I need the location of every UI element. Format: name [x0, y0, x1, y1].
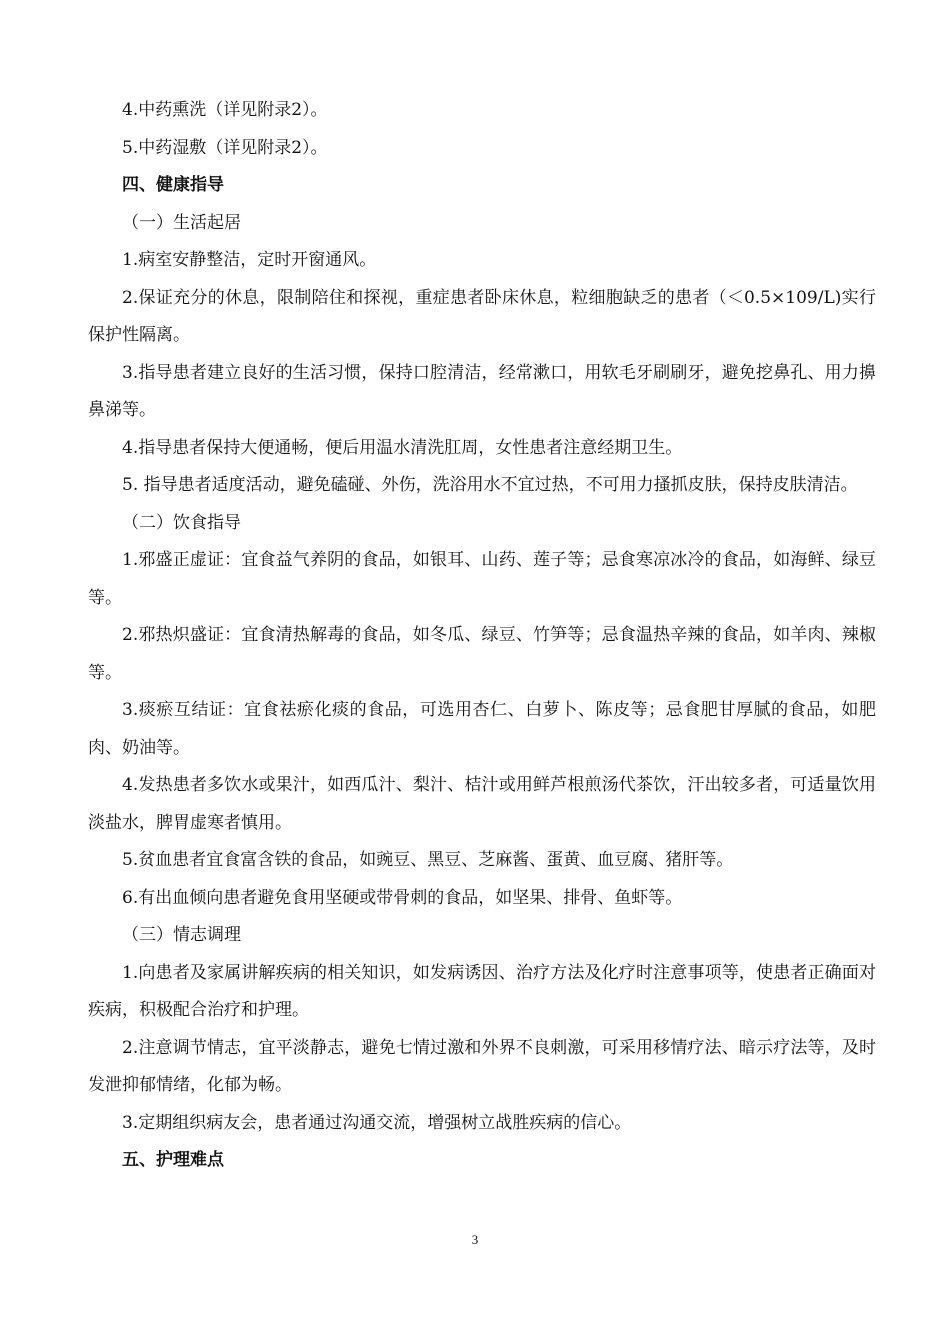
- paragraph-emotion-regulation: 2.注意调节情志，宜平淡静志，避免七情过激和外界不良刺激，可采用移情疗法、暗示疗法等，及时发泄抑郁情绪，化郁为畅。: [88, 1037, 876, 1095]
- paragraph-bowel-hygiene: 4.指导患者保持大便通畅，便后用温水清洗肛周，女性患者注意经期卫生。: [122, 437, 683, 458]
- paragraph-diet-phlegm-stasis: 3.痰瘀互结证：宜食祛瘀化痰的食品，可选用杏仁、白萝卜、陈皮等；忌食肥甘厚腻的食品，如肥肉、奶油等。: [88, 700, 876, 758]
- paragraph-rest-isolation: 2.保证充分的休息，限制陪住和探视，重症患者卧床休息，粒细胞缺乏的患者（＜0.5×109/L)实行保护性隔离。: [88, 287, 876, 345]
- paragraph-fumigation: 4.中药熏洗（详见附录2）。: [122, 100, 328, 120]
- paragraph-diet-fever: 4.发热患者多饮水或果汁，如西瓜汁、梨汁、桔汁或用鲜芦根煎汤代茶饮，汗出较多者，可适量饮用淡盐水，脾胃虚寒者慎用。: [88, 775, 876, 833]
- paragraph-ward-environment: 1.病室安静整洁，定时开窗通风。: [122, 250, 377, 270]
- section-heading-nursing-difficulties: 五、护理难点: [122, 1150, 224, 1170]
- page-number: 3: [471, 1232, 479, 1247]
- paragraph-diet-anemia: 5.贫血患者宜食富含铁的食品，如豌豆、黑豆、芝麻酱、蛋黄、血豆腐、猪肝等。: [122, 850, 734, 870]
- paragraph-diet-deficiency: 1.邪盛正虚证：宜食益气养阴的食品，如银耳、山药、莲子等；忌食寒凉冰冷的食品，如海鲜、绿豆等。: [88, 550, 876, 608]
- paragraph-diet-bleeding: 6.有出血倾向患者避免食用坚硬或带骨刺的食品，如坚果、排骨、鱼虾等。: [122, 887, 683, 908]
- paragraph-emotion-education: 1.向患者及家属讲解疾病的相关知识，如发病诱因、治疗方法及化疗时注意事项等，使患者正确面对疾病，积极配合治疗和护理。: [88, 962, 876, 1020]
- paragraph-diet-heat: 2.邪热炽盛证：宜食清热解毒的食品，如冬瓜、绿豆、竹笋等；忌食温热辛辣的食品，如羊肉、辣椒等。: [88, 625, 876, 683]
- paragraph-oral-hygiene: 3.指导患者建立良好的生活习惯，保持口腔清洁，经常漱口，用软毛牙刷刷牙，避免挖鼻孔、用力擤鼻涕等。: [88, 362, 876, 420]
- subsection-heading-diet: （二）饮食指导: [122, 512, 241, 533]
- document-body: [88, 92, 876, 1180]
- paragraph-activity-skin: 5. 指导患者适度活动，避免磕碰、外伤，洗浴用水不宜过热，不可用力搔抓皮肤，保持皮肤清洁。: [122, 475, 858, 495]
- subsection-heading-emotion: （三）情志调理: [122, 925, 241, 945]
- paragraph-wet-compress: 5.中药湿敷（详见附录2）。: [122, 137, 328, 158]
- paragraph-patient-group: 3.定期组织病友会，患者通过沟通交流，增强树立战胜疾病的信心。: [122, 1112, 632, 1133]
- section-heading-health-guidance: 四、健康指导: [122, 175, 224, 195]
- subsection-heading-daily-living: （一）生活起居: [122, 212, 241, 233]
